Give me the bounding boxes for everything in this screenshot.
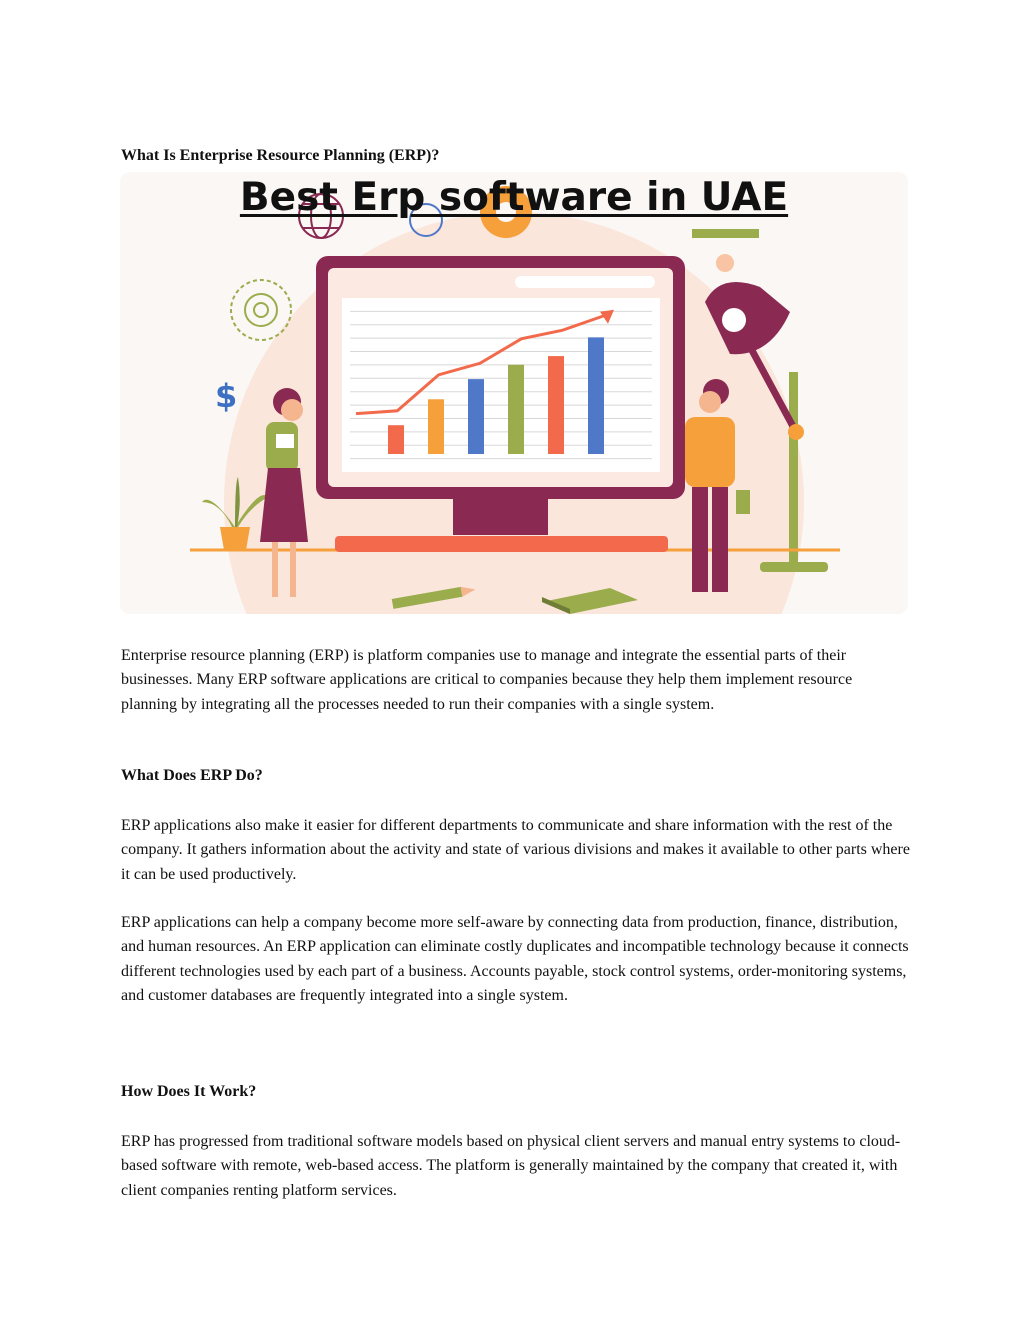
- paragraph-intro: Enterprise resource planning (ERP) is platform companies use to manage and integrate the essential parts of their businesses. Many ERP software applications are critical to companies because they help them implement resource planning by integrating all the processes needed to run their companies with a single system.: [121, 647, 853, 713]
- chart-bar: [588, 337, 604, 454]
- heading-what-is-erp: What Is Enterprise Resource Planning (ERP)?: [121, 147, 440, 164]
- chart-bar: [468, 379, 484, 454]
- paragraph-does-2: ERP applications can help a company become more self-aware by connecting data from production, finance, distribution, and human resources. An ERP application can eliminate costly duplicates and incompatible technology because it connects different technologies used by each part of a business. Accounts payable, stock control systems, order-monitoring systems, and customer databases are frequently integrated into a single system.: [121, 914, 909, 1005]
- hero-illustration: [120, 172, 908, 614]
- settings-gear-icon: [231, 280, 291, 340]
- heading-what-does-erp-do: What Does ERP Do?: [121, 767, 263, 784]
- chart-bar: [508, 365, 524, 454]
- dollar-icon: $: [215, 377, 238, 415]
- hero-title: Best Erp software in UAE: [239, 175, 789, 220]
- heading-how-does-it-work: How Does It Work?: [121, 1083, 257, 1100]
- decor-dot: [716, 254, 734, 272]
- chart-bar: [428, 399, 444, 454]
- chart-bar: [548, 356, 564, 454]
- chart-bar: [388, 425, 404, 454]
- paragraph-how: ERP has progressed from traditional software models based on physical client servers and manual entry systems to cloud-based software with remote, web-based access. The platform is generally maintained by the company that created it, with client companies renting platform services.: [121, 1133, 901, 1199]
- paragraph-does-1: ERP applications also make it easier for different departments to communicate and share information with the rest of the company. It gathers information about the activity and state of various divisions and makes it available to other parts where it can be used productively.: [121, 817, 910, 883]
- hero-illustration-graphic: [120, 172, 908, 614]
- decor-bar: [692, 229, 759, 238]
